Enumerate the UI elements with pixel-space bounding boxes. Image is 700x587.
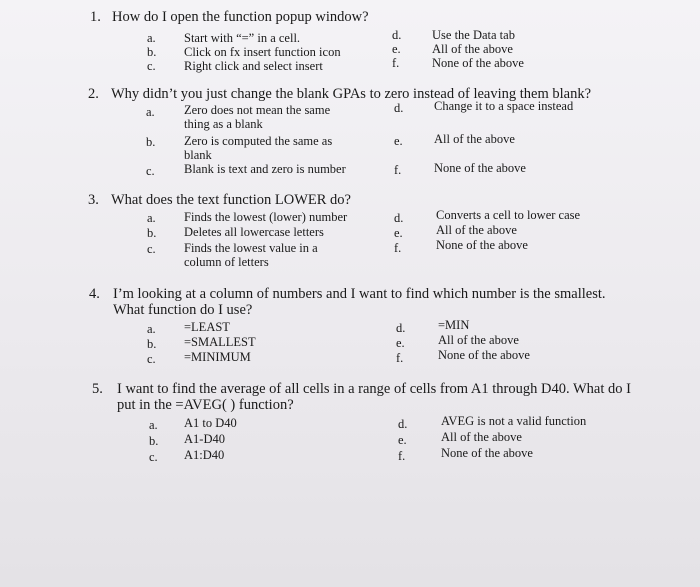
question-number: 4. <box>89 286 100 302</box>
option-text: A1-D40 <box>184 432 225 446</box>
option-text: None of the above <box>438 348 530 362</box>
question-number: 1. <box>90 9 101 25</box>
option-letter: e. <box>394 226 403 240</box>
option-letter: d. <box>398 417 408 431</box>
option-text: Change it to a space instead <box>434 99 574 113</box>
option-text: =MIN <box>438 318 470 332</box>
option-text: Right click and select insert <box>184 59 323 73</box>
question-number: 3. <box>88 192 99 208</box>
question-number: 2. <box>88 86 99 102</box>
option-letter: a. <box>146 105 155 119</box>
option-letter: c. <box>147 352 156 366</box>
option-text: None of the above <box>441 446 533 460</box>
option-letter: d. <box>392 28 402 42</box>
option-letter: c. <box>147 59 156 73</box>
option-letter: f. <box>394 241 402 255</box>
option-text: All of the above <box>438 333 519 347</box>
option-text: All of the above <box>432 42 513 56</box>
option-text: =MINIMUM <box>184 350 251 364</box>
option-text: All of the above <box>436 223 517 237</box>
option-text: Zero does not mean the same thing as a blank <box>184 103 331 131</box>
option-letter: a. <box>147 322 156 336</box>
option-text: All of the above <box>441 430 522 444</box>
option-letter: c. <box>149 450 158 464</box>
option-text: A1 to D40 <box>184 416 237 430</box>
option-letter: f. <box>396 351 404 365</box>
option-letter: a. <box>149 418 158 432</box>
question-text: How do I open the function popup window? <box>112 9 369 25</box>
option-text: Zero is computed the same as blank <box>184 134 333 162</box>
option-letter: e. <box>394 134 403 148</box>
option-letter: b. <box>149 434 159 448</box>
option-text: None of the above <box>432 56 524 70</box>
option-letter: b. <box>147 337 157 351</box>
option-text: Deletes all lowercase letters <box>184 225 324 239</box>
option-letter: d. <box>394 101 404 115</box>
option-text: Finds the lowest value in a column of letters <box>184 241 318 269</box>
option-letter: b. <box>147 45 157 59</box>
option-text: Converts a cell to lower case <box>436 208 581 222</box>
option-text: None of the above <box>434 161 526 175</box>
option-letter: b. <box>146 135 156 149</box>
option-text: A1:D40 <box>184 448 225 462</box>
option-letter: e. <box>392 42 401 56</box>
option-letter: f. <box>394 163 402 177</box>
option-text: Click on fx insert function icon <box>184 45 341 59</box>
option-letter: a. <box>147 31 156 45</box>
option-text: Finds the lowest (lower) number <box>184 210 348 224</box>
question-number: 5. <box>92 381 103 397</box>
option-letter: f. <box>398 449 406 463</box>
option-letter: a. <box>147 211 156 225</box>
question-text: What does the text function LOWER do? <box>111 192 351 208</box>
question-text: I want to find the average of all cells in a range of cells from A1 through D40. What do I put in the =AVEG( ) function? <box>117 381 631 413</box>
question-text: I’m looking at a column of numbers and I want to find which number is the smallest. What function do I use? <box>113 286 606 318</box>
option-text: Start with “=” in a cell. <box>184 31 301 45</box>
option-text: AVEG is not a valid function <box>441 414 587 428</box>
option-letter: b. <box>147 226 157 240</box>
option-letter: f. <box>392 56 400 70</box>
option-text: All of the above <box>434 132 515 146</box>
option-letter: e. <box>398 433 407 447</box>
option-text: None of the above <box>436 238 528 252</box>
option-letter: c. <box>147 242 156 256</box>
option-letter: e. <box>396 336 405 350</box>
option-text: Use the Data tab <box>432 28 515 42</box>
question-text: Why didn’t you just change the blank GPAs to zero instead of leaving them blank? <box>111 86 592 102</box>
option-text: Blank is text and zero is number <box>184 162 346 176</box>
option-text: =LEAST <box>184 320 230 334</box>
option-letter: d. <box>396 321 406 335</box>
option-text: =SMALLEST <box>184 335 256 349</box>
option-letter: d. <box>394 211 404 225</box>
option-letter: c. <box>146 164 155 178</box>
